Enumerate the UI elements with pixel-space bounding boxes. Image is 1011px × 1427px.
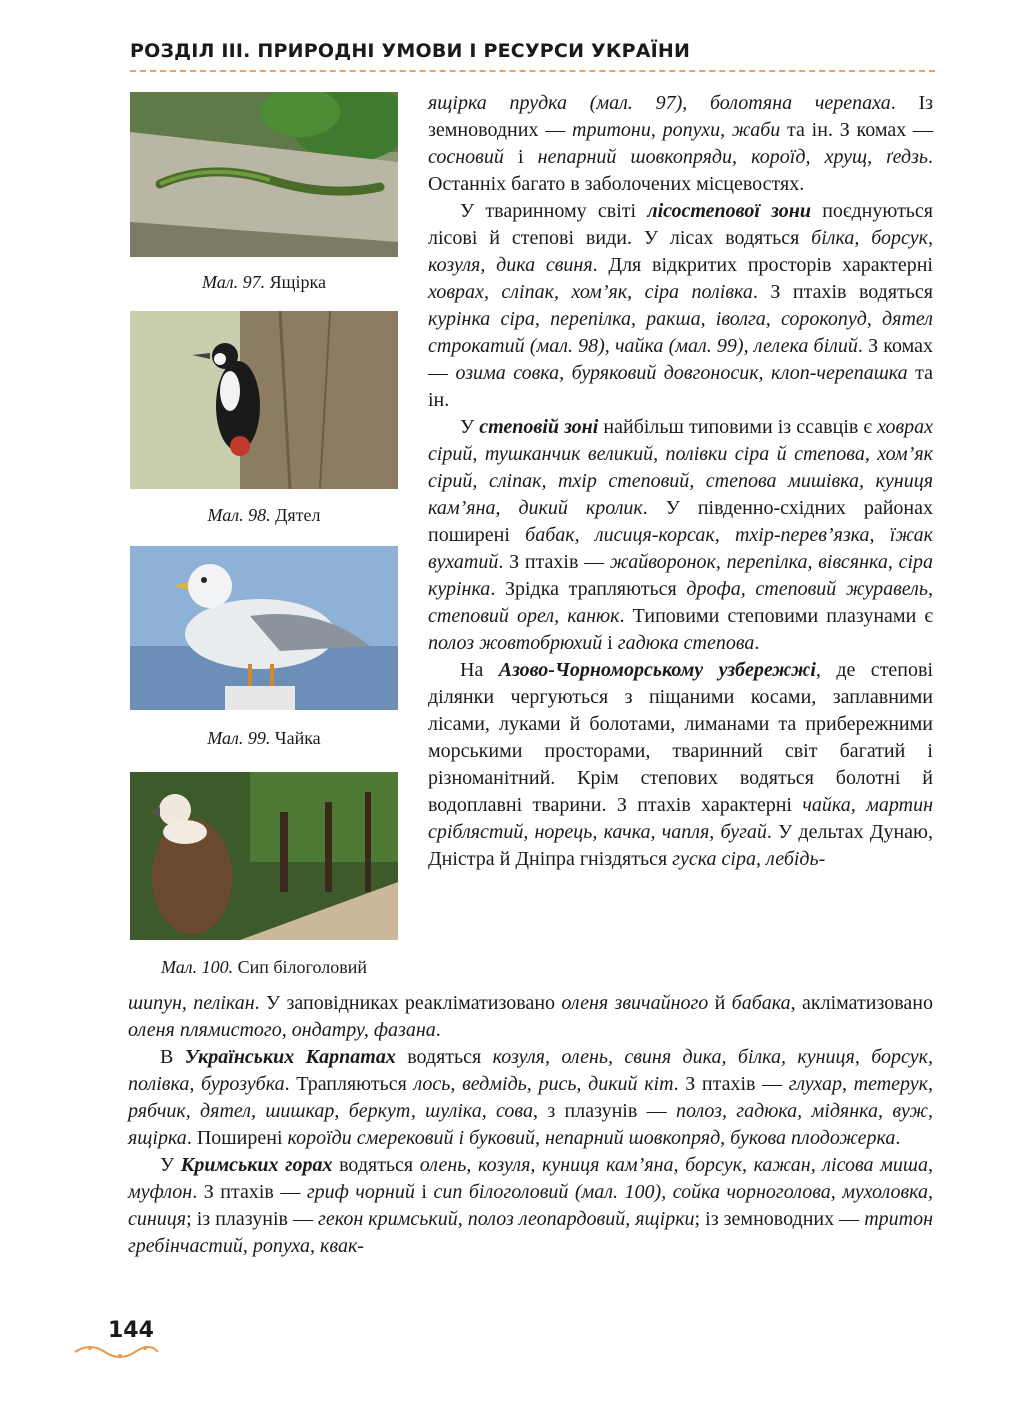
paragraph-forest-steppe [428,198,933,414]
text-run: Азово-Чорноморському узбережжі [498,659,816,681]
text-run: тритон гребінчастий, ропуха, квак- [128,1208,933,1257]
page-number: 144 [108,1318,154,1343]
text-run: ящірка прудка (мал. 97), болотяна черепаха [428,92,891,114]
chapter-header [130,36,935,72]
figure-woodpecker-image [130,311,398,489]
ornament-icon [70,1340,160,1366]
caption-fig99 [130,728,398,749]
text-run: шипун, пелікан [128,992,255,1014]
text-run: . Із земноводних — [428,92,933,141]
text-run: У [160,1154,181,1176]
caption-number: Мал. 100. [161,957,234,977]
text-run: лісостепової зони [647,200,811,222]
text-run: бабак, лисиця-корсак, тхір-перев’язка, їжак вухатий [428,524,933,573]
text-run: . У південно-східних районах поширені [428,497,933,546]
figure-lizard-image [130,92,398,257]
text-run: У тваринному світі [460,200,648,222]
text-run: . У дельтах Дунаю, Дністра й Дніпра гніздяться [428,821,933,870]
paragraph-azov-coast-cont [128,990,933,1044]
text-run: оленя плямистого, ондатру, фазана [128,1019,436,1041]
caption-fig100 [130,957,398,978]
text-run: білка, борсук, козуля, дика свиня [428,227,934,276]
text-run: дрофа, степовий журавель, степовий орел, канюк [428,578,934,627]
text-run: поєднуються лісові й степові види. У лісах водяться [428,200,933,249]
text-full-width [128,990,933,1260]
text-run: . У заповідниках реакліматизовано [254,992,562,1014]
figure-gull-image [130,546,398,710]
text-run: бабака [731,992,791,1014]
paragraph-intro [428,90,933,198]
caption-number: Мал. 97. [202,272,266,292]
caption-name: Сип білоголовий [237,957,367,977]
text-run: сип білоголовий (мал. 100), сойка чорноголова, мухоловка, синиця [128,1181,934,1230]
text-run: . Трапляються [284,1073,414,1095]
text-run: . [754,632,760,654]
text-run: . З птахів водяться [752,281,933,303]
caption-fig97 [130,272,398,293]
paragraph-carpathians [128,1044,933,1152]
text-run: непарний шовкопряди, короїд, хрущ, ґедзь [537,146,928,168]
text-run: степовій зоні [479,416,599,438]
text-run: лось, ведмідь, рись, дикий кіт [413,1073,674,1095]
text-run: . З комах — [428,335,933,384]
caption-fig98 [130,505,398,526]
text-run: водяться [395,1046,493,1068]
text-run: та ін. [428,362,933,411]
text-run: . [895,1127,901,1149]
text-run: і [414,1181,434,1203]
text-run: козуля, олень, свиня дика, білка, куниця, борсук, полівка, бурозубка [128,1046,933,1095]
caption-name: Дятел [275,505,321,525]
caption-name: Ящірка [269,272,326,292]
text-run: та ін. З комах — [780,119,934,141]
text-run: полоз, гадюка, мідянка, вуж, ящірка [128,1100,933,1149]
caption-name: Чайка [274,728,321,748]
text-run: і [602,632,618,654]
text-run: . З птахів — [192,1181,307,1203]
figure-vulture-image [130,772,398,940]
text-run: і [503,146,538,168]
text-run: . Останніх багато в заболочених місцевостях. [428,146,933,195]
text-run: чайка, мартин сріблястий, норець, качка, чапля, бугай [428,794,933,843]
text-run: . З птахів — [498,551,610,573]
paragraph-azov-coast [428,657,933,873]
text-run: В [160,1046,185,1068]
text-run: гуска сіра, лебідь- [672,848,826,870]
text-run: тритони, ропухи, жаби [572,119,781,141]
text-run: . Для відкритих просторів характерні [592,254,933,276]
text-run: У [460,416,480,438]
caption-number: Мал. 99. [207,728,271,748]
text-run: сосновий [428,146,504,168]
text-run: . [435,1019,441,1041]
text-column-right [428,90,933,873]
text-run: ; із земноводних — [694,1208,865,1230]
text-run: На [460,659,499,681]
text-run: ховрах сірий, тушканчик великий, полівки сіра й степова, хом’як сірий, сліпак, тхір степовий, степова мишівка, куниця кам’яна, дикий кролик [428,416,934,519]
text-run: , з плазунів — [532,1100,676,1122]
text-run: . Зрідка трапляються [490,578,687,600]
text-run: озима совка, буряковий довгоносик, клоп-черепашка [455,362,908,384]
text-run: й [708,992,732,1014]
text-run: гадюка степова [617,632,755,654]
chapter-title: РОЗДІЛ III. ПРИРОДНІ УМОВИ І РЕСУРСИ УКРАЇНИ [130,40,691,62]
text-run: ; із плазунів — [186,1208,319,1230]
paragraph-steppe [428,414,933,657]
text-run: жайворонок, перепілка, вівсянка, сіра курінка [428,551,934,600]
text-run: курінка сіра, перепілка, ракша, іволга, сорокопуд, дятел строкатий (мал. 98), чайка (мал. 99), лелека білий [428,308,933,357]
text-run: гекон кримський, полоз леопардовий, ящірки [318,1208,695,1230]
text-run: олень, козуля, куниця кам’яна, борсук, кажан, лісова миша, муфлон [128,1154,933,1203]
text-run: . Типовими степовими плазунами є [619,605,933,627]
text-run: водяться [332,1154,420,1176]
caption-number: Мал. 98. [207,505,271,525]
text-run: гриф чорний [306,1181,415,1203]
text-run: , акліматизовано [790,992,933,1014]
text-run: глухар, тетерук, рябчик, дятел, шишкар, беркут, шуліка, сова [128,1073,934,1122]
text-run: оленя звичайного [561,992,709,1014]
text-run: . Поширені [186,1127,288,1149]
text-run: короїди смерековий і буковий, непарний шовкопряд, букова плодожерка [287,1127,896,1149]
text-run: , де степові ділянки чергуються з піщаними косами, заплавними лісами, луками й болотами, лиманами та прибережними морськими просторами, тваринний світ багатий і різноманітний. Крім степових водяться болотні й водоплавні тварини. З птахів характерні [428,659,934,816]
text-run: ховрах, сліпак, хом’як, сіра полівка [428,281,753,303]
text-run: Українських Карпатах [184,1046,396,1068]
text-run: . З птахів — [673,1073,789,1095]
text-run: найбільш типовими із ссавців є [598,416,878,438]
text-run: Кримських горах [180,1154,333,1176]
text-run: полоз жовтобрюхий [428,632,603,654]
paragraph-crimea [128,1152,933,1260]
